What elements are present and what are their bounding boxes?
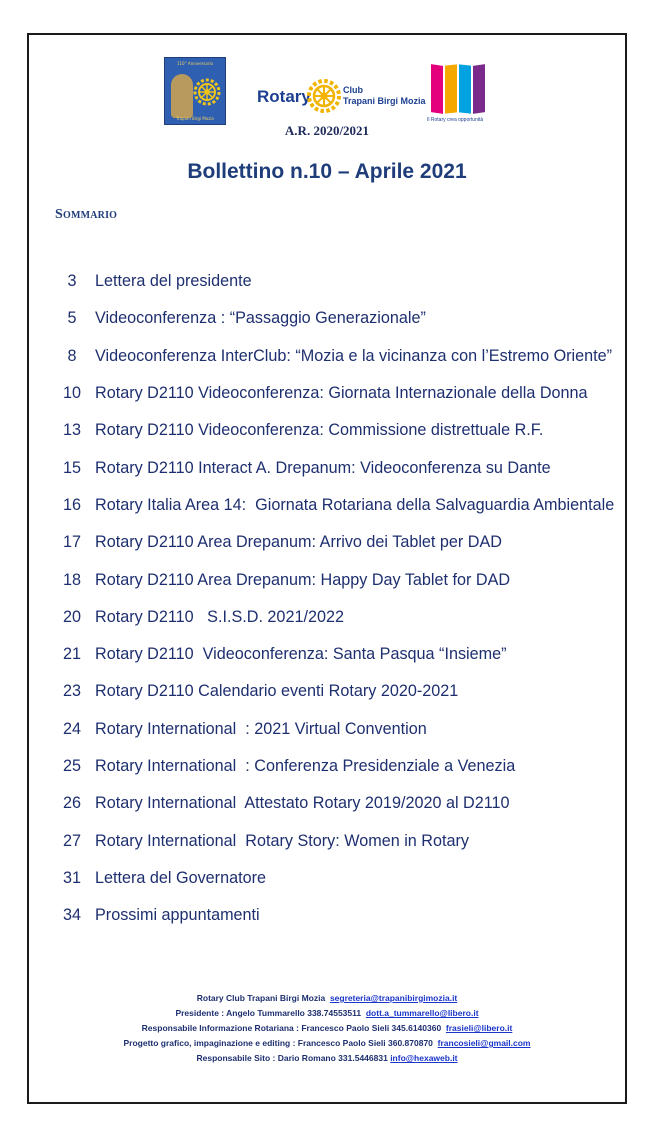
toc-page-number: 10	[62, 384, 81, 403]
toc-entry-title: Lettera del presidente	[95, 272, 252, 291]
toc-entry-title: Rotary D2110 Calendario eventi Rotary 2020-2021	[95, 682, 459, 701]
door-orange-icon	[445, 64, 457, 113]
toc-entry-title: Videoconferenza : “Passaggio Generazionale”	[95, 309, 426, 328]
toc-page-number: 8	[67, 346, 77, 365]
toc-page-number: 24	[62, 719, 81, 738]
anniversary-logo-bottom-text: Trapani Birgi Mozia	[176, 116, 214, 121]
toc-entry[interactable]	[49, 338, 614, 375]
footer-line-website: Responsabile Sito : Dario Romano 331.5446831 info@hexaweb.it	[196, 1053, 458, 1063]
toc-entry-title: Videoconferenza InterClub: “Mozia e la vicinanza con l’Estremo Oriente”	[95, 346, 613, 365]
toc-entry[interactable]	[49, 860, 614, 897]
toc-page-number: 20	[62, 607, 81, 626]
toc-entry-title: Prossimi appuntamenti	[95, 906, 260, 925]
door-magenta-icon	[431, 64, 443, 114]
rotary-brand: Rotary	[257, 87, 311, 106]
toc-entry[interactable]	[49, 711, 614, 748]
design-email-link[interactable]: francosieli@gmail.com	[437, 1038, 531, 1048]
statue-icon	[171, 74, 193, 118]
toc-page-number: 13	[62, 421, 81, 440]
toc-entry[interactable]	[49, 599, 614, 636]
toc-entry[interactable]	[49, 449, 614, 486]
toc-page-number: 21	[62, 645, 81, 664]
page-title: Bollettino n.10 – Aprile 2021	[187, 160, 467, 183]
toc-entry[interactable]	[49, 300, 614, 337]
footer-line-president: Presidente : Angelo Tummarello 338.74553511 dott.a_tummarello@libero.it	[175, 1008, 479, 1018]
footer	[29, 991, 625, 1066]
door-purple-icon	[473, 64, 485, 114]
toc-page-number: 31	[62, 868, 81, 887]
toc-entry[interactable]	[49, 561, 614, 598]
toc-page-number: 27	[62, 831, 81, 850]
rotary-year: A.R. 2020/2021	[284, 123, 370, 138]
club-name: Trapani Birgi Mozia	[343, 96, 426, 106]
toc-entry[interactable]	[49, 748, 614, 785]
toc-page-number: 34	[62, 906, 81, 925]
logo-tagline: Il Rotary crea opportunità	[427, 117, 484, 123]
toc-entry[interactable]	[49, 673, 614, 710]
toc-entry-title: Rotary D2110 Area Drepanum: Arrivo dei Tablet per DAD	[95, 533, 502, 552]
toc-page-number: 25	[62, 757, 81, 775]
table-of-contents	[49, 263, 614, 934]
footer-line-design: Progetto grafico, impaginazione e editing : Francesco Paolo Sieli 360.870870 francosieli@gmail.com	[123, 1038, 531, 1048]
information-email-link[interactable]: frasieli@libero.it	[445, 1023, 513, 1033]
toc-entry-title: Rotary D2110 Videoconferenza: Commissione distrettuale R.F.	[95, 421, 544, 440]
rotary-wheel-icon	[307, 79, 341, 113]
toc-entry-title: Rotary D2110 Area Drepanum: Happy Day Tablet for DAD	[95, 570, 511, 589]
toc-entry-title: Rotary D2110 Videoconferenza: Santa Pasqua “Insieme”	[95, 645, 507, 664]
club-label: Club	[343, 85, 363, 95]
rotary-wheel-icon	[193, 78, 221, 106]
summary-heading: Sommario	[55, 207, 118, 222]
toc-page-number: 15	[62, 458, 81, 477]
toc-entry-title: Rotary D2110 S.I.S.D. 2021/2022	[95, 607, 344, 626]
toc-entry[interactable]	[49, 785, 614, 822]
toc-entry[interactable]	[49, 636, 614, 673]
toc-entry-title: Rotary International : 2021 Virtual Convention	[95, 719, 427, 738]
toc-entry[interactable]	[49, 897, 614, 934]
toc-page-number: 18	[62, 570, 81, 589]
anniversary-logo-top-text: 110° Anniversario	[176, 61, 214, 66]
toc-entry[interactable]	[49, 822, 614, 859]
toc-entry[interactable]	[49, 524, 614, 561]
toc-page-number: 26	[62, 794, 81, 813]
rotary-opportunity-logo	[427, 59, 489, 123]
toc-entry[interactable]	[49, 412, 614, 449]
club-email-link[interactable]: segreteria@trapanibirgimozia.it	[329, 993, 458, 1003]
toc-entry-title: Rotary International : Conferenza Presidenziale a Venezia	[95, 757, 516, 775]
toc-entry[interactable]	[49, 375, 614, 412]
toc-page-number: 17	[62, 533, 81, 552]
page-frame	[27, 33, 627, 1104]
footer-line-club: Rotary Club Trapani Birgi Mozia segreteria@trapanibirgimozia.it	[196, 993, 458, 1003]
toc-entry[interactable]	[49, 487, 614, 524]
toc-entry-title: Rotary D2110 Videoconferenza: Giornata Internazionale della Donna	[95, 384, 588, 403]
toc-entry-title: Rotary International Rotary Story: Women in Rotary	[95, 831, 469, 850]
door-blue-icon	[459, 64, 471, 113]
anniversary-logo	[164, 57, 226, 125]
footer-line-information: Responsabile Informazione Rotariana : Francesco Paolo Sieli 345.6140360 frasieli@libero.it	[141, 1023, 513, 1033]
toc-entry-title: Lettera del Governatore	[95, 868, 266, 887]
president-email-link[interactable]: dott.a_tummarello@libero.it	[365, 1008, 479, 1018]
toc-page-number: 23	[62, 682, 81, 701]
toc-page-number: 3	[67, 272, 77, 291]
toc-page-number: 5	[67, 309, 77, 328]
toc-page-number: 16	[62, 495, 81, 514]
website-email-link[interactable]: info@hexaweb.it	[390, 1053, 458, 1063]
toc-entry[interactable]	[49, 263, 614, 300]
toc-entry-title: Rotary D2110 Interact A. Drepanum: Videoconferenza su Dante	[95, 458, 551, 477]
toc-entry-title: Rotary Italia Area 14: Giornata Rotariana della Salvaguardia Ambientale	[95, 495, 615, 514]
toc-entry-title: Rotary International Attestato Rotary 2019/2020 al D2110	[95, 794, 510, 813]
